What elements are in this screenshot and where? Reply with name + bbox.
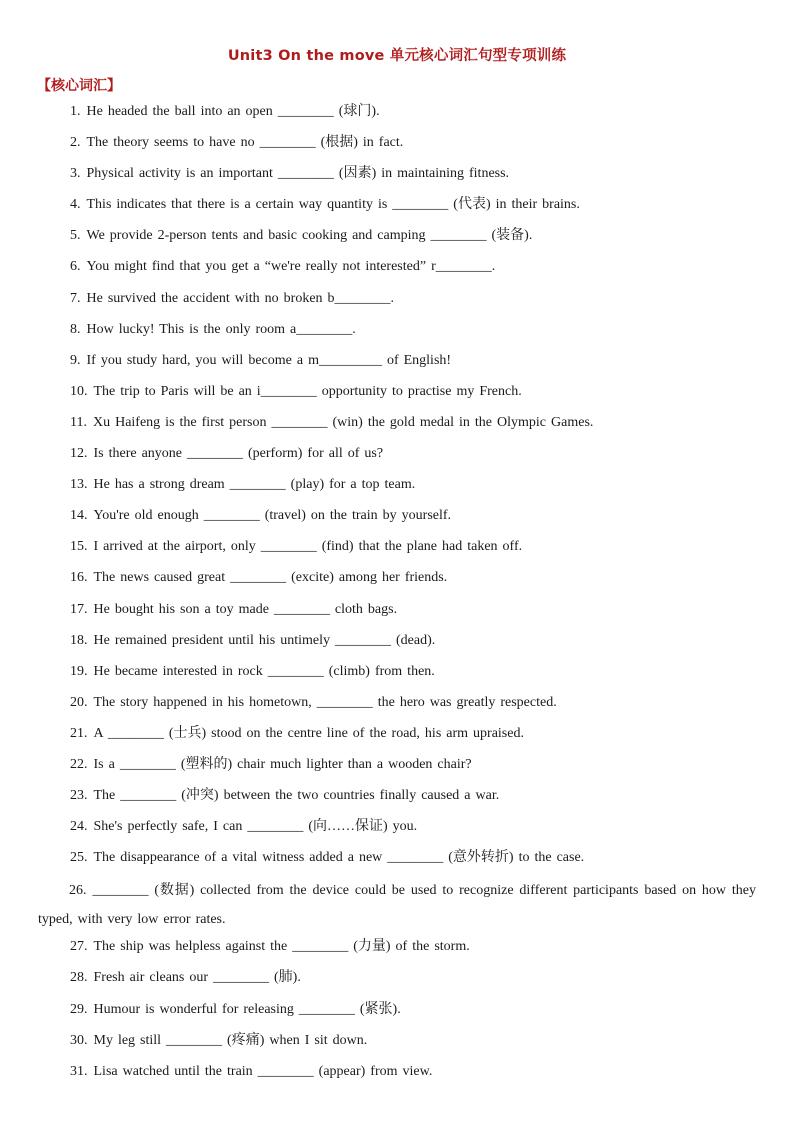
- question-item: [0, 130, 794, 161]
- question-number: 17.: [70, 601, 88, 617]
- question-text: Lisa watched until the train ________ (appear) from view.: [93, 1063, 433, 1079]
- question-number: 3.: [70, 166, 81, 182]
- question-text: He survived the accident with no broken b________.: [86, 290, 395, 306]
- question-item: [0, 814, 794, 845]
- question-number: 10.: [70, 383, 88, 399]
- question-item: [0, 1028, 794, 1059]
- question-number: 21.: [70, 725, 88, 741]
- question-number: 18.: [70, 632, 88, 648]
- question-item: [0, 99, 794, 130]
- question-text: If you study hard, you will become a m_________ of English!: [86, 352, 452, 368]
- question-item: [0, 534, 794, 565]
- question-number: 4.: [70, 197, 81, 213]
- question-item: [0, 565, 794, 596]
- question-number: 5.: [70, 228, 81, 244]
- question-text: The theory seems to have no ________ (根据) in fact.: [86, 135, 404, 151]
- question-item: [0, 783, 794, 814]
- question-item: [0, 379, 794, 410]
- question-item: [0, 997, 794, 1028]
- question-text: He headed the ball into an open ________ (球门).: [86, 104, 380, 119]
- question-text: Xu Haifeng is the first person ________ (win) the gold medal in the Olympic Games.: [92, 414, 594, 430]
- question-item: [0, 597, 794, 628]
- question-item: [0, 317, 794, 348]
- question-item: [0, 410, 794, 441]
- question-number: 25.: [70, 850, 88, 866]
- question-number: 28.: [70, 970, 88, 986]
- question-number: 11.: [70, 414, 87, 430]
- question-text: We provide 2-person tents and basic cooking and camping ________ (装备).: [86, 228, 533, 244]
- question-item: [0, 441, 794, 472]
- page-title: Unit3 On the move 单元核心词汇句型专项训练: [227, 48, 567, 64]
- question-text: ________ (数据) collected from the device could be used to recognize different participants based on how they typed, with very low error rates.: [38, 883, 756, 928]
- question-text: You're old enough ________ (travel) on the train by yourself.: [93, 508, 452, 524]
- question-text: A ________ (士兵) stood on the centre line of the road, his arm upraised.: [93, 725, 524, 741]
- question-text: The ship was helpless against the ________ (力量) of the storm.: [93, 939, 470, 955]
- question-number: 30.: [70, 1032, 88, 1048]
- question-text: How lucky! This is the only room a________.: [86, 321, 356, 337]
- question-text: The ________ (冲突) between the two countries finally caused a war.: [93, 788, 500, 804]
- question-text: You might find that you get a “we're really not interested” r________.: [86, 259, 496, 275]
- question-number: 23.: [70, 788, 88, 804]
- question-number: 31.: [70, 1063, 88, 1079]
- section-heading: 【核心词汇】: [37, 78, 121, 94]
- question-item: [0, 690, 794, 721]
- question-number: 20.: [70, 694, 88, 710]
- question-number: 7.: [70, 290, 81, 306]
- question-text: I arrived at the airport, only ________ (find) that the plane had taken off.: [93, 539, 523, 555]
- question-item: [0, 161, 794, 192]
- question-text: He became interested in rock ________ (climb) from then.: [93, 663, 435, 679]
- question-item: [0, 1059, 794, 1090]
- question-text: She's perfectly safe, I can ________ (向……保证) you.: [93, 819, 418, 835]
- question-item: [0, 503, 794, 534]
- question-number: 26.: [69, 883, 87, 899]
- question-number: 1.: [70, 104, 81, 119]
- question-number: 9.: [70, 352, 81, 368]
- question-number: 16.: [70, 570, 88, 586]
- question-item: [0, 845, 794, 876]
- question-number: 19.: [70, 663, 88, 679]
- question-number: 14.: [70, 508, 88, 524]
- question-number: 15.: [70, 539, 88, 555]
- question-item: [0, 659, 794, 690]
- question-item: [0, 286, 794, 317]
- question-number: 24.: [70, 819, 88, 835]
- question-number: 22.: [70, 756, 88, 772]
- question-text: He has a strong dream ________ (play) for a top team.: [93, 477, 416, 493]
- question-text: He bought his son a toy made ________ cloth bags.: [93, 601, 398, 617]
- question-text: The news caused great ________ (excite) among her friends.: [93, 570, 448, 586]
- question-item: [0, 192, 794, 223]
- question-number: 29.: [70, 1001, 88, 1017]
- question-text: Is there anyone ________ (perform) for all of us?: [93, 446, 384, 462]
- question-item: [0, 254, 794, 285]
- question-item: [0, 965, 794, 996]
- question-text: Fresh air cleans our ________ (肺).: [93, 970, 301, 986]
- question-item: [0, 876, 794, 934]
- question-number: 6.: [70, 259, 81, 275]
- question-number: 2.: [70, 135, 81, 151]
- question-number: 8.: [70, 321, 81, 337]
- question-item: [0, 721, 794, 752]
- question-number: 27.: [70, 939, 88, 955]
- question-text: The disappearance of a vital witness added a new ________ (意外转折) to the case.: [93, 850, 585, 866]
- question-item: [0, 934, 794, 965]
- question-text: Humour is wonderful for releasing ________ (紧张).: [93, 1001, 401, 1017]
- question-text: Is a ________ (塑料的) chair much lighter than a wooden chair?: [93, 756, 472, 772]
- question-item: [0, 628, 794, 659]
- question-item: [0, 223, 794, 254]
- question-text: He remained president until his untimely ________ (dead).: [93, 632, 436, 648]
- question-item: [0, 348, 794, 379]
- question-item: [0, 752, 794, 783]
- question-number: 13.: [70, 477, 88, 493]
- question-text: This indicates that there is a certain way quantity is ________ (代表) in their brains.: [86, 197, 580, 213]
- question-text: Physical activity is an important ________ (因素) in maintaining fitness.: [86, 166, 510, 182]
- question-text: The story happened in his hometown, ________ the hero was greatly respected.: [93, 694, 557, 710]
- question-item: [0, 472, 794, 503]
- question-number: 12.: [70, 446, 88, 462]
- question-text: My leg still ________ (疼痛) when I sit down.: [93, 1032, 368, 1048]
- question-list: [0, 99, 794, 1090]
- question-text: The trip to Paris will be an i________ opportunity to practise my French.: [93, 383, 522, 399]
